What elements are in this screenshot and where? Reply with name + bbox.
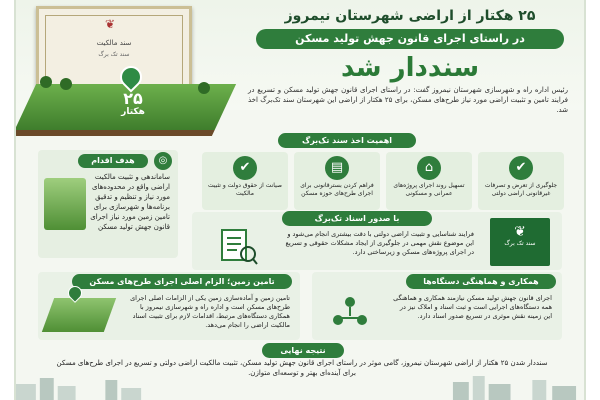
goal-panel: [38, 150, 178, 258]
target-icon: ◎: [154, 152, 172, 170]
checklist-icon: [218, 226, 258, 266]
city-skyline-illustration: [16, 370, 584, 400]
tree-icon: [40, 76, 52, 88]
deed-book-label: سند تک برگ: [504, 240, 536, 247]
issuance-panel: [192, 212, 562, 270]
building-icon: ⌂: [417, 156, 441, 180]
importance-card: [478, 152, 564, 210]
importance-card: [202, 152, 288, 210]
shield-check-icon: ✔: [233, 156, 257, 180]
land-supply-heading: تامین زمین؛ الزام اصلی اجرای طرح‌های مسکن: [72, 274, 292, 289]
cooperation-text: اجرای قانون جهش تولید مسکن نیازمند همکاری و هماهنگی همه دستگاه‌های اجرایی است و ثبت اسناد و املاک نیز در این زمینه نقش موثری در تسریع صدور اسناد دارد.: [393, 294, 552, 320]
headline-line-3: سنددار شد: [340, 53, 480, 83]
importance-card-text: جلوگیری از تعرض و تصرفات غیرقانونی اراضی دولتی: [484, 182, 558, 197]
result-heading: نتیجه نهایی: [262, 343, 344, 358]
importance-heading: اهمیت اخذ سند تک‌برگ: [278, 133, 416, 148]
deed-title: سند مالکیت: [96, 39, 132, 47]
importance-card-text: تسهیل روند اجرای پروژه‌های عمرانی و مسکونی: [393, 182, 465, 197]
result-text: سنددار شدن ۲۵ هکتار از اراضی شهرستان نیمروز، گامی موثر در راستای اجرای قانون جهش تولید مسکن، تثبیت مالکیت اراضی دولتی و تسریع در اجرای طرح‌های مسکن برای آینده‌ای بهتر و توسعه‌ای متوازن.: [56, 359, 548, 377]
landscape-illustration: [44, 178, 86, 230]
cooperation-panel: [312, 272, 562, 340]
people-network-icon: [330, 292, 370, 332]
area-number: ۲۵: [123, 89, 143, 108]
issuance-heading: با صدور اسناد تک‌برگ: [282, 211, 432, 226]
headline-line-1: ۲۵ هکتار از اراضی شهرستان نیمروز: [284, 8, 536, 24]
area-badge: [108, 90, 158, 117]
area-unit: هکتار: [121, 107, 145, 117]
importance-card: [294, 152, 380, 210]
land-map-illustration: [42, 298, 116, 332]
importance-card-text: فراهم کردن بسترقانونی برای اجرای طرح‌های حوزه مسکن: [300, 182, 374, 197]
intro-paragraph: رئیس اداره راه و شهرسازی شهرستان نیمروز گفت: در راستای اجرای قانون جهش تولید مسکن و تسریع در فرایند تامین و تثبیت اراضی مورد نیاز طرح‌های مسکن، برای ۲۵ هکتار از اراضی این شهرستان سند تک‌برگ اخذ شد.: [248, 86, 568, 114]
land-supply-panel: [38, 272, 300, 340]
infographic: [14, 0, 586, 400]
deed-subtitle: سند تک برگ: [98, 51, 130, 58]
tree-icon: [60, 78, 72, 90]
cooperation-heading: همکاری و هماهنگی دستگاه‌ها: [406, 274, 556, 289]
goal-text: ساماندهی و تثبیت مالکیت اراضی واقع در محدوده‌های مورد نیاز و تنظیم و تدقیق برنامه‌ها و شهرسازی برای تامین زمین مورد نیاز اجرای قانون جهش تولید مسکن: [90, 173, 170, 231]
tree-icon: [198, 82, 210, 94]
document-icon: ▤: [325, 156, 349, 180]
emblem-icon: ❦: [105, 17, 116, 31]
deed-book-illustration: [490, 218, 550, 266]
shield-check-icon: ✔: [509, 156, 533, 180]
importance-card-text: صیانت از حقوق دولت و تثبیت مالکیت: [207, 182, 283, 197]
land-supply-text: تامین زمین و آماده‌سازی زمین یکی از الزامات اصلی اجرای طرح‌های مسکن است و اداره راه و شهرسازی نیمروز با همکاری دستگاه‌های مرتبط، اقدامات لازم برای تثبیت اسناد مالکیت اراضی را انجام می‌دهد.: [130, 294, 290, 329]
headline-line-2: در راستای اجرای قانون جهش تولید مسکن: [256, 29, 564, 49]
issuance-text: فرایند شناسایی و تثبیت اراضی دولتی با دقت بیشتری انجام می‌شود و این موضوع نقش مهمی در جلوگیری از ایجاد مشکلات حقوقی و تسریع در اجرای پروژه‌های مسکن و زیرساختی دارد.: [285, 230, 474, 256]
importance-card: [386, 152, 472, 210]
goal-heading: هدف اقدام: [78, 154, 148, 168]
emblem-icon: ❦: [514, 224, 526, 240]
